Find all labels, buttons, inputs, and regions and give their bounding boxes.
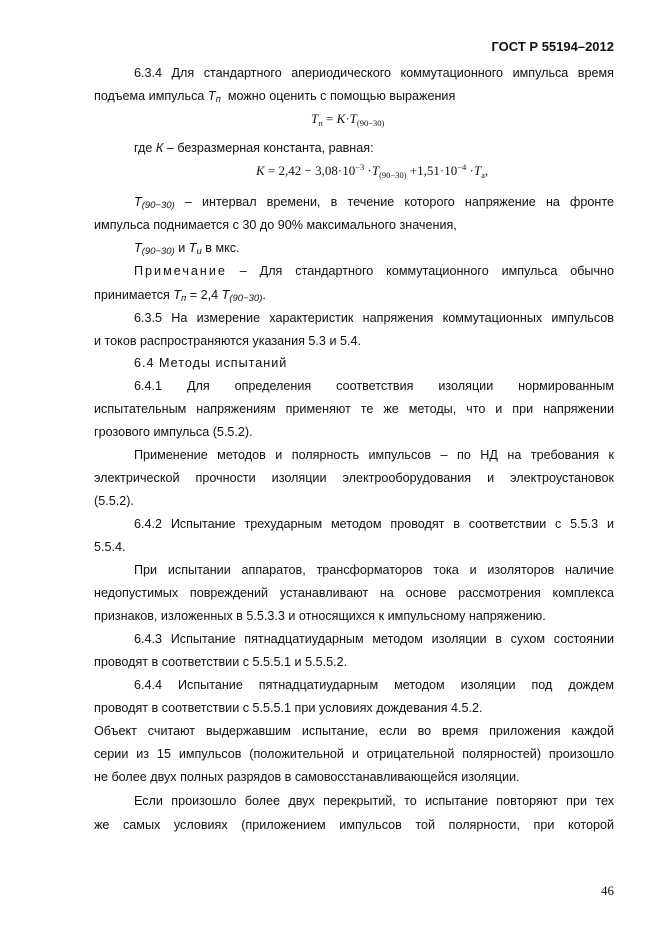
s641-line1: 6.4.1 Для определения соответствия изоляции нормированным bbox=[134, 379, 614, 393]
constant-definition: где К – безразмерная константа, равная: bbox=[134, 141, 374, 155]
s643-line2: проводят в соответствии с 5.5.5.1 и 5.5.5.2. bbox=[94, 655, 348, 669]
object-line1: Объект считают выдержавшим испытание, если во время приложения каждой bbox=[94, 724, 614, 738]
s641-line2: испытательным напряжениям применяют те же методы, что и при напряжении bbox=[94, 402, 614, 416]
object-line3: не более двух полных разрядов в самовосстанавливающейся изоляции. bbox=[94, 770, 520, 784]
s641-line3: грозового импульса (5.5.2). bbox=[94, 425, 253, 439]
s635-line2: и токов распространяются указания 5.3 и 5.4. bbox=[94, 334, 361, 348]
object-line2: серии из 15 импульсов (положительной и отрицательной полярностей) произошло bbox=[94, 747, 614, 761]
interval-line2: импульса поднимается с 30 до 90% максимального значения, bbox=[94, 218, 457, 232]
s643-line1: 6.4.3 Испытание пятнадцатиударным методом изоляции в сухом состоянии bbox=[134, 632, 614, 646]
formula-rise-time: $T_п = K\cdot T_{(90-30)}$ bbox=[311, 111, 385, 128]
section-title-6-4: 6.4 Методы испытаний bbox=[134, 356, 288, 370]
page-number: 46 bbox=[601, 883, 614, 898]
apply-line3: (5.5.2). bbox=[94, 494, 134, 508]
units-line: T(90−30) и Tu в мкс. bbox=[134, 241, 240, 257]
overlap-line2: же самых условиях (приложением импульсов той полярности, при которой bbox=[94, 818, 614, 832]
document-header: ГОСТ Р 55194–2012 bbox=[491, 39, 614, 54]
apply-line2: электрической прочности изоляции электрооборудования и электроустановок bbox=[94, 471, 614, 485]
s634-line2: подъема импульса Tп можно оценить с помощью выражения bbox=[94, 89, 456, 105]
interval-line1: T(90−30) – интервал времени, в течение которого напряжение на фронте bbox=[134, 195, 614, 211]
formula-constant: $K = 2,42 - 3,08\cdot 10^{-3} \cdot T_{(90-30)} +1,51\cdot 10^{-4} \cdot T_а$, bbox=[256, 162, 489, 180]
s644-line2: проводят в соответствии с 5.5.5.1 при условиях дождевания 4.5.2. bbox=[94, 701, 483, 715]
s635-line1: 6.3.5 На измерение характеристик напряжения коммутационных импульсов bbox=[134, 311, 614, 325]
s642-line2: 5.5.4. bbox=[94, 540, 126, 554]
note-line1: Примечание – Для стандартного коммутационного импульса обычно bbox=[134, 264, 614, 278]
apparatus-line1: При испытании аппаратов, трансформаторов тока и изоляторов наличие bbox=[134, 563, 614, 577]
s644-line1: 6.4.4 Испытание пятнадцатиударным методом изоляции под дождем bbox=[134, 678, 614, 692]
overlap-line1: Если произошло более двух перекрытий, то испытание повторяют при тех bbox=[134, 794, 614, 808]
s642-line1: 6.4.2 Испытание трехударным методом проводят в соответствии с 5.5.3 и bbox=[134, 517, 614, 531]
s634-line1: 6.3.4 Для стандартного апериодического коммутационного импульса время bbox=[134, 66, 614, 80]
note-line2: принимается Tп = 2,4 T(90−30). bbox=[94, 288, 266, 304]
apparatus-line3: признаков, изложенных в 5.5.3.3 и относящихся к импульсному напряжению. bbox=[94, 609, 546, 623]
apply-line1: Применение методов и полярность импульсов – по НД на требования к bbox=[134, 448, 614, 462]
apparatus-line2: недопустимых повреждений устанавливают на основе рассмотрения комплекса bbox=[94, 586, 614, 600]
